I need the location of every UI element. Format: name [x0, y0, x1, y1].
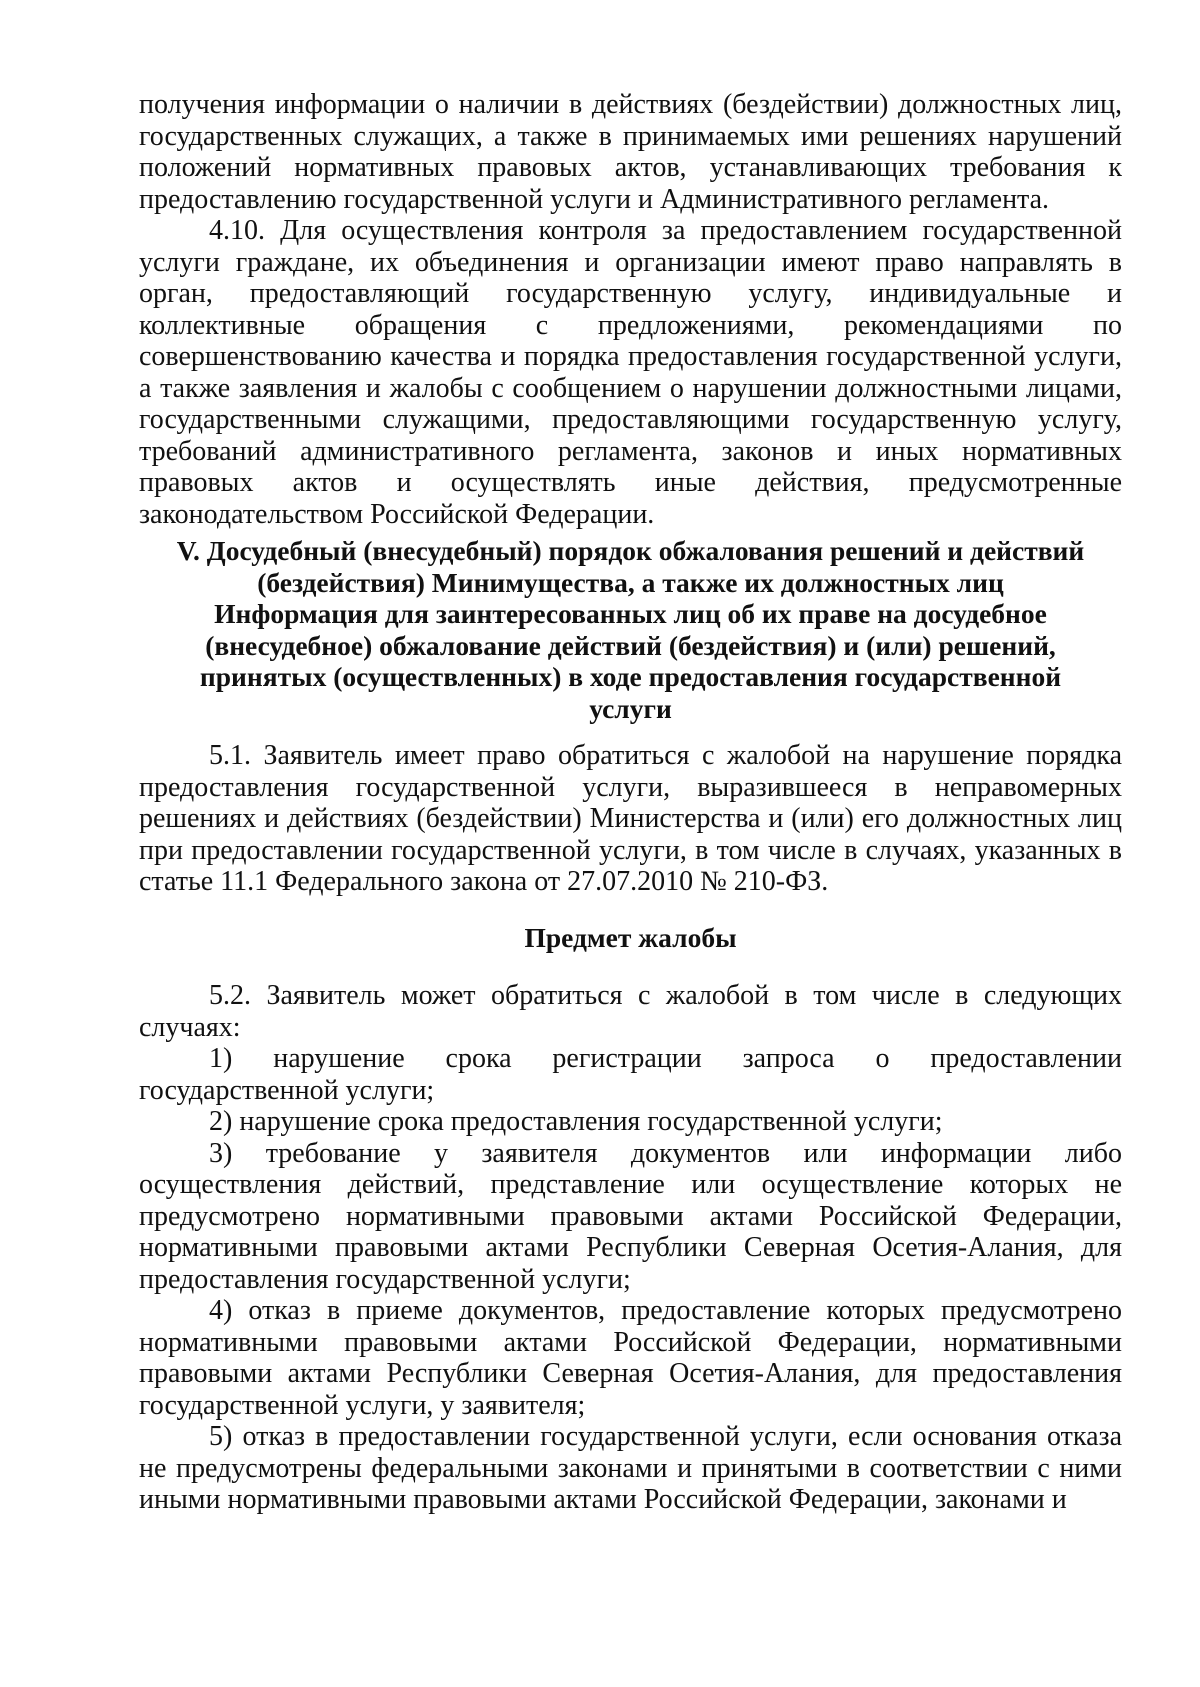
heading-line: Информация для заинтересованных лиц об их праве на досудебное [214, 598, 1047, 629]
section-4-continuation [139, 89, 1122, 530]
subheading-complaint-subject: Предмет жалобы [524, 922, 737, 953]
heading-line: (бездействия) Минимущества, а также их должностных лиц [257, 566, 1004, 598]
paragraph-4-9-tail: получения информации о наличии в действиях (бездействии) должностных лиц, государственных служащих, а также в принимаемых ими решениях нарушений положений нормативных правовых актов, устанавливающих требования к предоставлению государственной услуги и Административного регламента. [139, 89, 1122, 215]
list-item-4: 4) отказ в приеме документов, предоставление которых предусмотрено нормативными правовыми актами Российской Федерации, нормативными правовыми актами Республики Северная Осетия-Алания, для предоставления государственной услуги, у заявителя; [139, 1295, 1122, 1421]
list-item-3: 3) требование у заявителя документов или информации либо осуществления действий, представление или осуществление которых не предусмотрено нормативными правовыми актами Российской Федерации, нормативными правовыми актами Республики Северная Осетия-Алания, для предоставления государственной услуги; [139, 1137, 1122, 1295]
section-v-heading [139, 535, 1122, 724]
section-5-2 [139, 980, 1122, 1516]
heading-line: принятых (осуществленных) в ходе предоставления государственной [199, 661, 1062, 692]
paragraph-4-10: 4.10. Для осуществления контроля за предоставлением государственной услуги граждане, их объединения и организации имеют право направлять в орган, предоставляющий государственную услугу, индивидуальные и коллективные обращения с предложениями, рекомендациями по совершенствованию качества и порядка предоставления государственной услуги, а также заявления и жалобы с сообщением о нарушении должностными лицами, государственными служащими, предоставляющими государственную услугу, требований административного регламента, законов и иных нормативных правовых актов и осуществлять иные действия, предусмотренные законодательством Российской Федерации. [139, 215, 1122, 530]
heading-line: V. Досудебный (внесудебный) порядок обжалования решений и действий [176, 535, 1085, 566]
section-5-intro [139, 740, 1122, 898]
list-item-5: 5) отказ в предоставлении государственной услуги, если основания отказа не предусмотрены федеральными законами и принятыми в соответствии с ними иными нормативными правовыми актами Российской Федерации, законами и [139, 1421, 1122, 1515]
paragraph-5-2: 5.2. Заявитель может обратиться с жалобой в том числе в следующих случаях: [139, 980, 1122, 1043]
heading-line: услуги [589, 692, 672, 724]
list-item-2: 2) нарушение срока предоставления государственной услуги; [209, 1106, 943, 1137]
heading-line: (внесудебное) обжалование действий (бездействия) и (или) решений, [205, 629, 1056, 661]
paragraph-5-1: 5.1. Заявитель имеет право обратиться с жалобой на нарушение порядка предоставления государственной услуги, выразившееся в неправомерных решениях и действиях (бездействии) Министерства и (или) его должностных лиц при предоставлении государственной услуги, в том числе в случаях, указанных в статье 11.1 Федерального закона от 27.07.2010 № 210-ФЗ. [139, 740, 1122, 897]
list-item-1: 1) нарушение срока регистрации запроса о предоставлении государственной услуги; [139, 1043, 1122, 1106]
